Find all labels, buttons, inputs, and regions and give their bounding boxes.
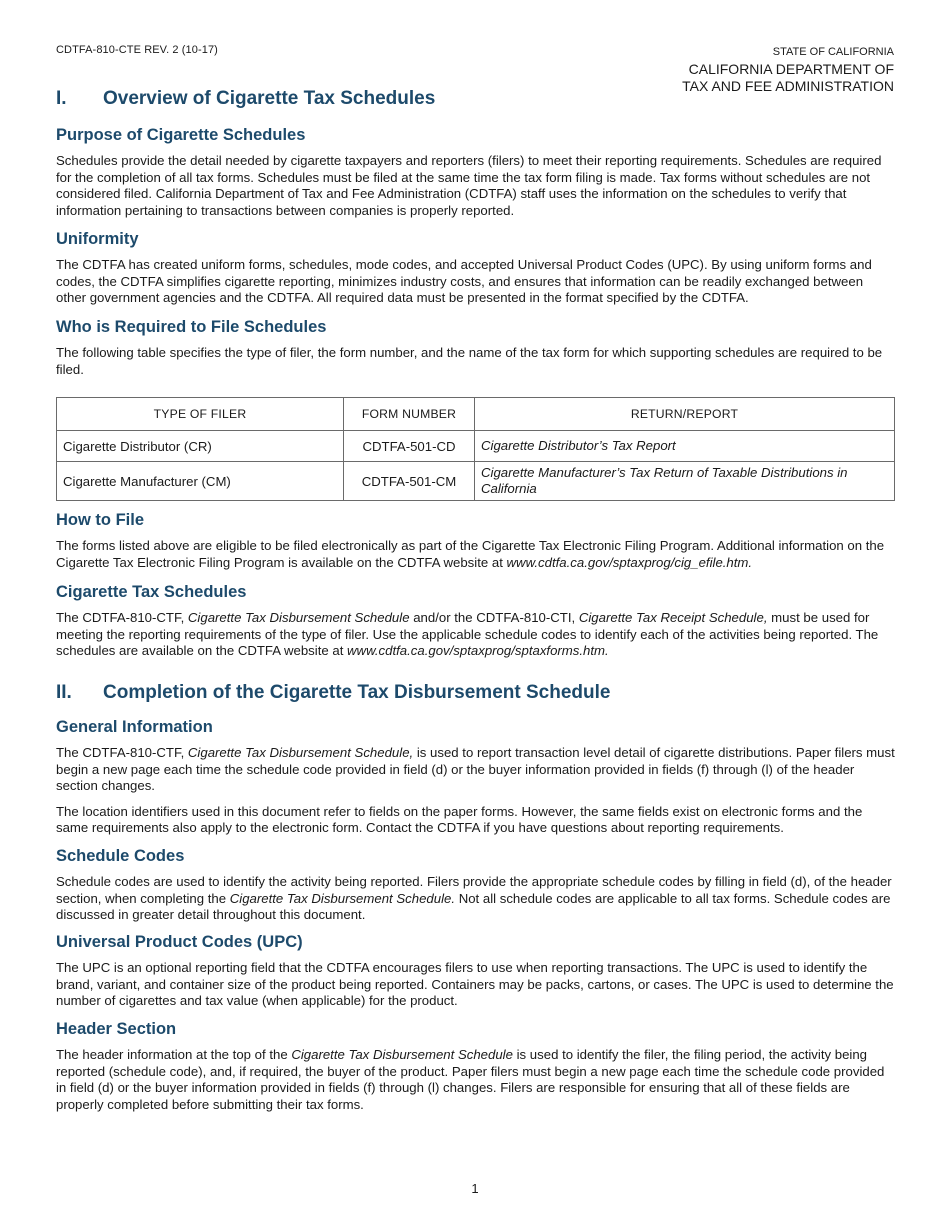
who-text: The following table specifies the type of filer, the form number, and the name of the tax form for which supporting schedules are required to be filed.: [56, 345, 883, 377]
header-section-heading: Header Section: [56, 1020, 177, 1038]
general-section: [56, 718, 896, 837]
codes-text: Schedule codes are used to identify the activity being reported. Filers provide the appropriate schedule codes by filling in field (d), of the header section, when completing the Cigarette Tax Disbursement Schedule. Not all schedule codes are applicable to all tax forms. Schedule codes are discussed in greater detail throughout this document.: [56, 874, 892, 923]
table-header-filer: TYPE OF FILER: [57, 398, 344, 431]
purpose-text: Schedules provide the detail needed by cigarette taxpayers and reporters (filers) to meet their reporting requirements. Schedules are required for the completion of all tax forms. Schedules must be filed at the same time the tax form filing is made. Tax forms without schedules are not considered filed. California Department of Tax and Fee Administration (CDTFA) staff uses the information on the schedules to verify that information pertaining to transactions between companies is properly reported.: [56, 153, 882, 218]
table-cell-form: CDTFA-501-CD: [344, 431, 475, 462]
agency-state: STATE OF CALIFORNIA: [772, 46, 894, 58]
codes-section: [56, 847, 896, 924]
table-cell-report: Cigarette Manufacturer’s Tax Return of Taxable Distributions in California: [475, 462, 895, 501]
uniformity-heading: Uniformity: [56, 230, 139, 248]
header-section: [56, 1020, 896, 1113]
agency-block: [682, 44, 894, 95]
section-2-title: [56, 682, 610, 704]
purpose-section: [56, 126, 896, 219]
table-cell-form: CDTFA-501-CM: [344, 462, 475, 501]
table-row: [57, 462, 895, 501]
how-section: [56, 511, 896, 571]
header-section-text: The header information at the top of the Cigarette Tax Disbursement Schedule is used to identify the filer, the filing period, the activity being reported (schedule code), and, if required, the buyer of the product. Paper filers must begin a new page each time the schedule code provided in field (d) or the buyer information provided in fields (f) through (l) changes. Filers are responsible for ensuring that all of these fields are properly completed before submitting their tax forms.: [56, 1047, 885, 1112]
who-heading: Who is Required to File Schedules: [56, 318, 327, 336]
schedules-heading: Cigarette Tax Schedules: [56, 583, 247, 601]
section-1-number: I.: [56, 88, 67, 109]
forms-link[interactable]: www.cdtfa.ca.gov/sptaxprog/sptaxforms.htm.: [347, 643, 609, 659]
section-2-title-text: Completion of the Cigarette Tax Disbursement Schedule: [103, 682, 611, 703]
table-header-report: RETURN/REPORT: [475, 398, 895, 431]
form-id: CDTFA-810-CTE REV. 2 (10-17): [56, 44, 218, 56]
table-header-row: [57, 398, 895, 431]
general-text-2: The location identifiers used in this document refer to fields on the paper forms. However, the same fields exist on electronic forms and the same requirements also apply to the electronic form. Contact the CDTFA if you have questions about reporting requirements.: [56, 803, 863, 836]
section-1-title: [56, 88, 435, 110]
who-section: [56, 318, 896, 378]
general-text-1: The CDTFA-810-CTF, Cigarette Tax Disbursement Schedule, is used to report transaction level detail of cigarette distributions. Paper filers must begin a new page each time the schedule code provided in field (d) or the buyer information provided in fields (f) through (l) of the header section changes.: [56, 745, 895, 794]
table-cell-filer: Cigarette Distributor (CR): [57, 431, 344, 462]
table-row: [57, 431, 895, 462]
filer-table: [56, 397, 895, 501]
table-cell-filer: Cigarette Manufacturer (CM): [57, 462, 344, 501]
section-1-title-text: Overview of Cigarette Tax Schedules: [103, 88, 436, 109]
purpose-heading: Purpose of Cigarette Schedules: [56, 126, 306, 144]
uniformity-section: [56, 230, 896, 307]
agency-dept-line2: TAX AND FEE ADMINISTRATION: [682, 78, 894, 94]
section-2-number: II.: [56, 682, 72, 703]
schedules-text: The CDTFA-810-CTF, Cigarette Tax Disbursement Schedule and/or the CDTFA-810-CTI, Cigarette Tax Receipt Schedule, must be used for meeting the reporting requirements of the type of filer. Use the applicable schedule codes to identify each of the activities being reported. The schedules are available on the CDTFA website at www.cdtfa.ca.gov/sptaxprog/sptaxforms.htm.: [56, 610, 879, 659]
page-number: 1: [471, 1181, 479, 1196]
agency-dept-line1: CALIFORNIA DEPARTMENT OF: [688, 61, 894, 77]
general-heading: General Information: [56, 718, 213, 736]
schedules-section: [56, 583, 896, 660]
upc-heading: Universal Product Codes (UPC): [56, 933, 303, 951]
codes-heading: Schedule Codes: [56, 847, 185, 865]
table-cell-report: Cigarette Distributor’s Tax Report: [475, 431, 895, 462]
how-text: The forms listed above are eligible to be filed electronically as part of the Cigarette Tax Electronic Filing Program. Additional information on the Cigarette Tax Electronic Filing Program is available on the CDTFA website at www.cdtfa.ca.gov/sptaxprog/cig_efile.htm.: [56, 538, 885, 570]
table-header-form: FORM NUMBER: [344, 398, 475, 431]
efile-link[interactable]: www.cdtfa.ca.gov/sptaxprog/cig_efile.htm.: [506, 554, 753, 570]
uniformity-text: The CDTFA has created uniform forms, schedules, mode codes, and accepted Universal Product Codes (UPC). By using uniform forms and codes, the CDTFA simplifies cigarette reporting, minimizes industry costs, and ensures that information can be readily exchanged between other government agencies and the CDTFA. All required data must be presented in the format specified by the CDTFA.: [56, 257, 872, 306]
how-heading: How to File: [56, 511, 144, 529]
upc-section: [56, 933, 896, 1010]
upc-text: The UPC is an optional reporting field that the CDTFA encourages filers to use when reporting transactions. The UPC is used to identify the brand, variant, and container size of the product being reported. Containers may be packs, cartons, or cases. The UPC is used to determine the number of cigarettes and tax value (when applicable) for the product.: [56, 960, 894, 1009]
